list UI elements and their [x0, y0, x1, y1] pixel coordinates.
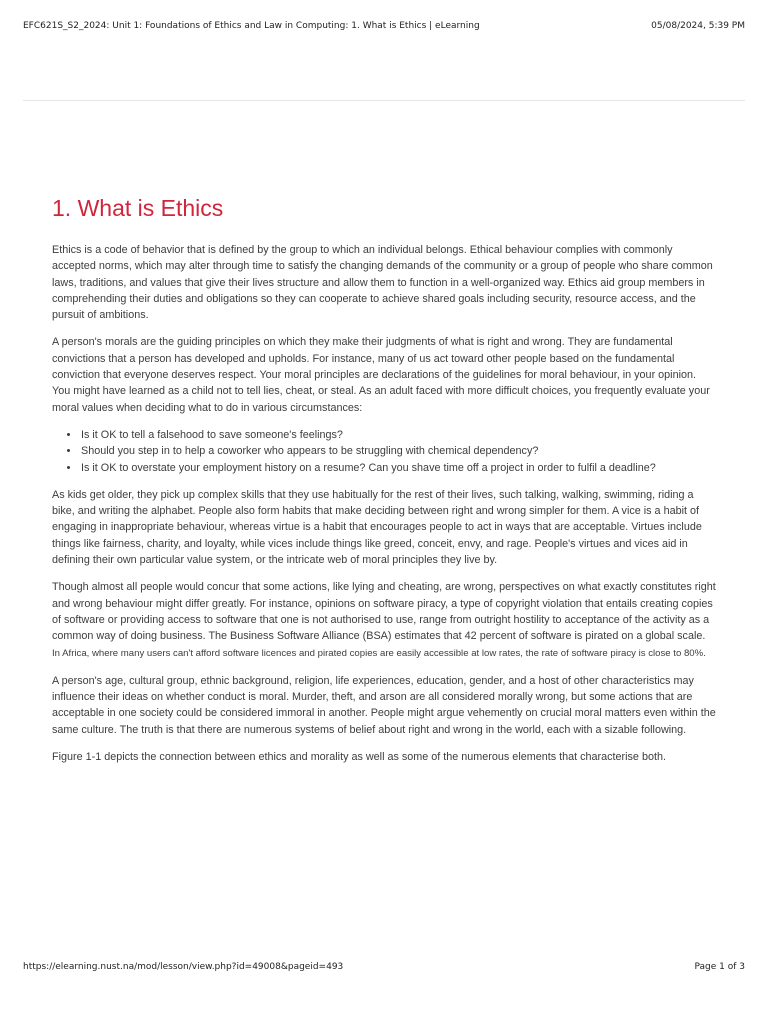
paragraph-influences: A person's age, cultural group, ethnic background, religion, life experiences, education, gender, and a host of other characteristics may influence their ideas on whether conduct is moral. Murder, theft, and arson are all considered morally wrong, but some actions that are acceptable in one society could be considered immoral in another. People might argue vehemently on crucial moral matters even within the same culture. The truth is that there are numerous systems of belief about right and wrong in the world, each with a sizable following.: [52, 674, 716, 736]
lesson-content: [52, 191, 716, 776]
page-title: 1. What is Ethics: [52, 195, 224, 221]
print-header: [23, 19, 745, 33]
paragraph-piracy-africa: In Africa, where many users can't afford software licences and pirated copies are easily accessible at low rates, the rate of software piracy is close to 80%.: [52, 647, 706, 659]
paragraph-piracy: [52, 579, 716, 661]
list-item: • Should you step in to help a coworker who appears to be struggling with chemical dependency?: [80, 443, 716, 459]
moral-questions-list: [52, 427, 716, 476]
paragraph-habits: As kids get older, they pick up complex skills that they use habitually for the rest of their lives, such talking, walking, swimming, riding a bike, and writing the alphabet. People also form habits that make deciding between right and wrong simpler for them. A vice is a habit of engaging in inappropriate behaviour, whereas virtue is a habit that encourages people to act in ways that are acceptable. Virtues include things like fairness, charity, and loyalty, while vices include things like greed, conceit, envy, and rage. People's virtues and vices aid in defining their own particular value system, or the intricate web of moral principles they live by.: [52, 488, 702, 567]
paragraph-figure-reference: Figure 1-1 depicts the connection between ethics and morality as well as some of the numerous elements that characterise both.: [52, 751, 666, 764]
page-url: https://elearning.nust.na/mod/lesson/view.php?id=49008&pageid=493: [23, 962, 344, 972]
paragraph-piracy-main: Though almost all people would concur that some actions, like lying and cheating, are wrong, perspectives on what exactly constitutes right and wrong behaviour might differ greatly. For instance, opinions on software piracy, a type of copyright violation that entails creating copies of software or providing access to software that one is not authorised to use, range from outright hostility to acceptance of the activity as a common way of doing business. The Business Software Alliance (BSA) estimates that 42 percent of software is pirated on a global scale.: [52, 581, 716, 643]
paragraph-ethics-definition: Ethics is a code of behavior that is defined by the group to which an individual belongs. Ethical behaviour complies with commonly accepted norms, which may alter through time to satisfy the changing demands of the community or a group of people who share common laws, traditions, and values that give their lives structure and allow them to function in a well-organized way. Ethics aid group members in comprehending their duties and obligations so they can cooperate to achieve shared goals including security, resource access, and the pursuit of ambitions.: [52, 244, 713, 322]
list-item: • Is it OK to tell a falsehood to save someone's feelings?: [80, 427, 716, 443]
print-datetime: 05/08/2024, 5:39 PM: [651, 21, 745, 31]
document-title: EFC621S_S2_2024: Unit 1: Foundations of Ethics and Law in Computing: 1. What is Ethics | eLearning: [23, 21, 480, 31]
list-item: • Is it OK to overstate your employment history on a resume? Can you shave time off a project in order to fulfil a deadline?: [80, 460, 716, 476]
page-number: Page 1 of 3: [694, 962, 745, 972]
paragraph-morals: A person's morals are the guiding principles on which they make their judgments of what is right and wrong. They are fundamental convictions that a person has developed and upholds. For instance, many of us act toward other people based on the fundamental conviction that everyone deserves respect. Your moral principles are declarations of the guidelines for moral behaviour, in your opinion. You might have learned as a child not to tell lies, cheat, or steal. As an adult faced with more difficult choices, you frequently evaluate your moral values when deciding what to do in various circumstances:: [52, 336, 710, 414]
divider: [23, 100, 745, 101]
print-footer: [23, 960, 745, 974]
